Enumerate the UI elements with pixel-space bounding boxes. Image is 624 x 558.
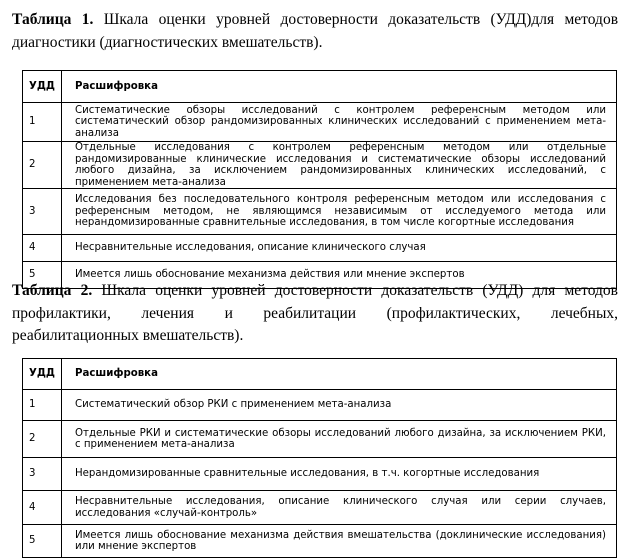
table-2	[22, 358, 617, 558]
table-2-caption-line-3: реабилитационных вмешательств).	[12, 327, 244, 344]
table-2-row-level: 1	[23, 390, 62, 421]
table-2-row-text: Нерандомизированные сравнительные исследования, в т.ч. когортные исследования	[62, 458, 617, 491]
table-2-caption-lead: Таблица 2.	[12, 282, 93, 299]
table-1-row-level: 5	[23, 262, 62, 289]
table-2-row-level: 2	[23, 421, 62, 458]
table-2-caption-line-2: профилактики, лечения и реабилитации (профилактических, лечебных,	[12, 304, 618, 322]
table-2-row-text: Несравнительные исследования, описание клинического случая или серии случаев, исследования «случай-контроль»	[62, 491, 617, 525]
table-2-caption-text-1: Шкала оценки уровней достоверности доказательств (УДД) для методов	[92, 282, 619, 299]
table-1-header-level: УДД	[23, 71, 62, 103]
table-1-caption	[12, 9, 618, 54]
table-row	[23, 103, 617, 142]
table-row	[23, 491, 617, 525]
table-1-row-text: Несравнительные исследования, описание клинического случая	[62, 235, 617, 262]
table-row	[23, 421, 617, 458]
table-1-row-text: Исследования без последовательного контроля референсным методом или исследования с референсным методом, не являющимся независимым от исследуемого метода или нерандомизированные сравнительные исследования, в том числе когортные исследования	[62, 189, 617, 235]
table-2-row-text: Систематический обзор РКИ с применением мета-анализа	[62, 390, 617, 421]
table-row	[23, 142, 617, 189]
table-1-row-level: 4	[23, 235, 62, 262]
table-2-row-level: 5	[23, 525, 62, 558]
table-row	[23, 525, 617, 558]
table-1-row-text: Отдельные исследования с контролем референсным методом или отдельные рандомизированные клинические исследования и систематические обзоры исследований любого дизайна, за исключением рандомизированных клинических исследований, с применением мета-анализа	[62, 142, 617, 189]
table-1-caption-lead: Таблица 1.	[12, 11, 94, 28]
table-2-row-text: Имеется лишь обоснование механизма действия вмешательства (доклинические исследования) или мнение экспертов	[62, 525, 617, 558]
table-2-row-level: 4	[23, 491, 62, 525]
table-2-row-level: 3	[23, 458, 62, 491]
table-1-row-text: Систематические обзоры исследований с контролем референсным методом или систематический обзор рандомизированных клинических исследований с применением мета-анализа	[62, 103, 617, 142]
table-1-row-level: 3	[23, 189, 62, 235]
table-1-row-level: 2	[23, 142, 62, 189]
table-row	[23, 458, 617, 491]
table-1-row-level: 1	[23, 103, 62, 142]
table-2-header-level: УДД	[23, 359, 62, 390]
table-2-caption-line-1	[12, 280, 618, 303]
table-row	[23, 189, 617, 235]
table-row	[23, 235, 617, 262]
table-2-header-row	[23, 359, 617, 390]
table-1-row-text: Имеется лишь обоснование механизма действия или мнение экспертов	[62, 262, 617, 289]
table-1-caption-text: Шкала оценки уровней достоверности доказательств (УДД)для методов диагностики (диагностических вмешательств).	[12, 11, 619, 51]
table-2-header-description: Расшифровка	[62, 359, 617, 390]
table-row	[23, 390, 617, 421]
table-1-header-description: Расшифровка	[62, 71, 617, 103]
table-2-row-text: Отдельные РКИ и систематические обзоры исследований любого дизайна, за исключением РКИ, с применением мета-анализа	[62, 421, 617, 458]
table-1-header-row	[23, 71, 617, 103]
table-1	[22, 70, 617, 289]
table-2-caption	[12, 280, 618, 348]
